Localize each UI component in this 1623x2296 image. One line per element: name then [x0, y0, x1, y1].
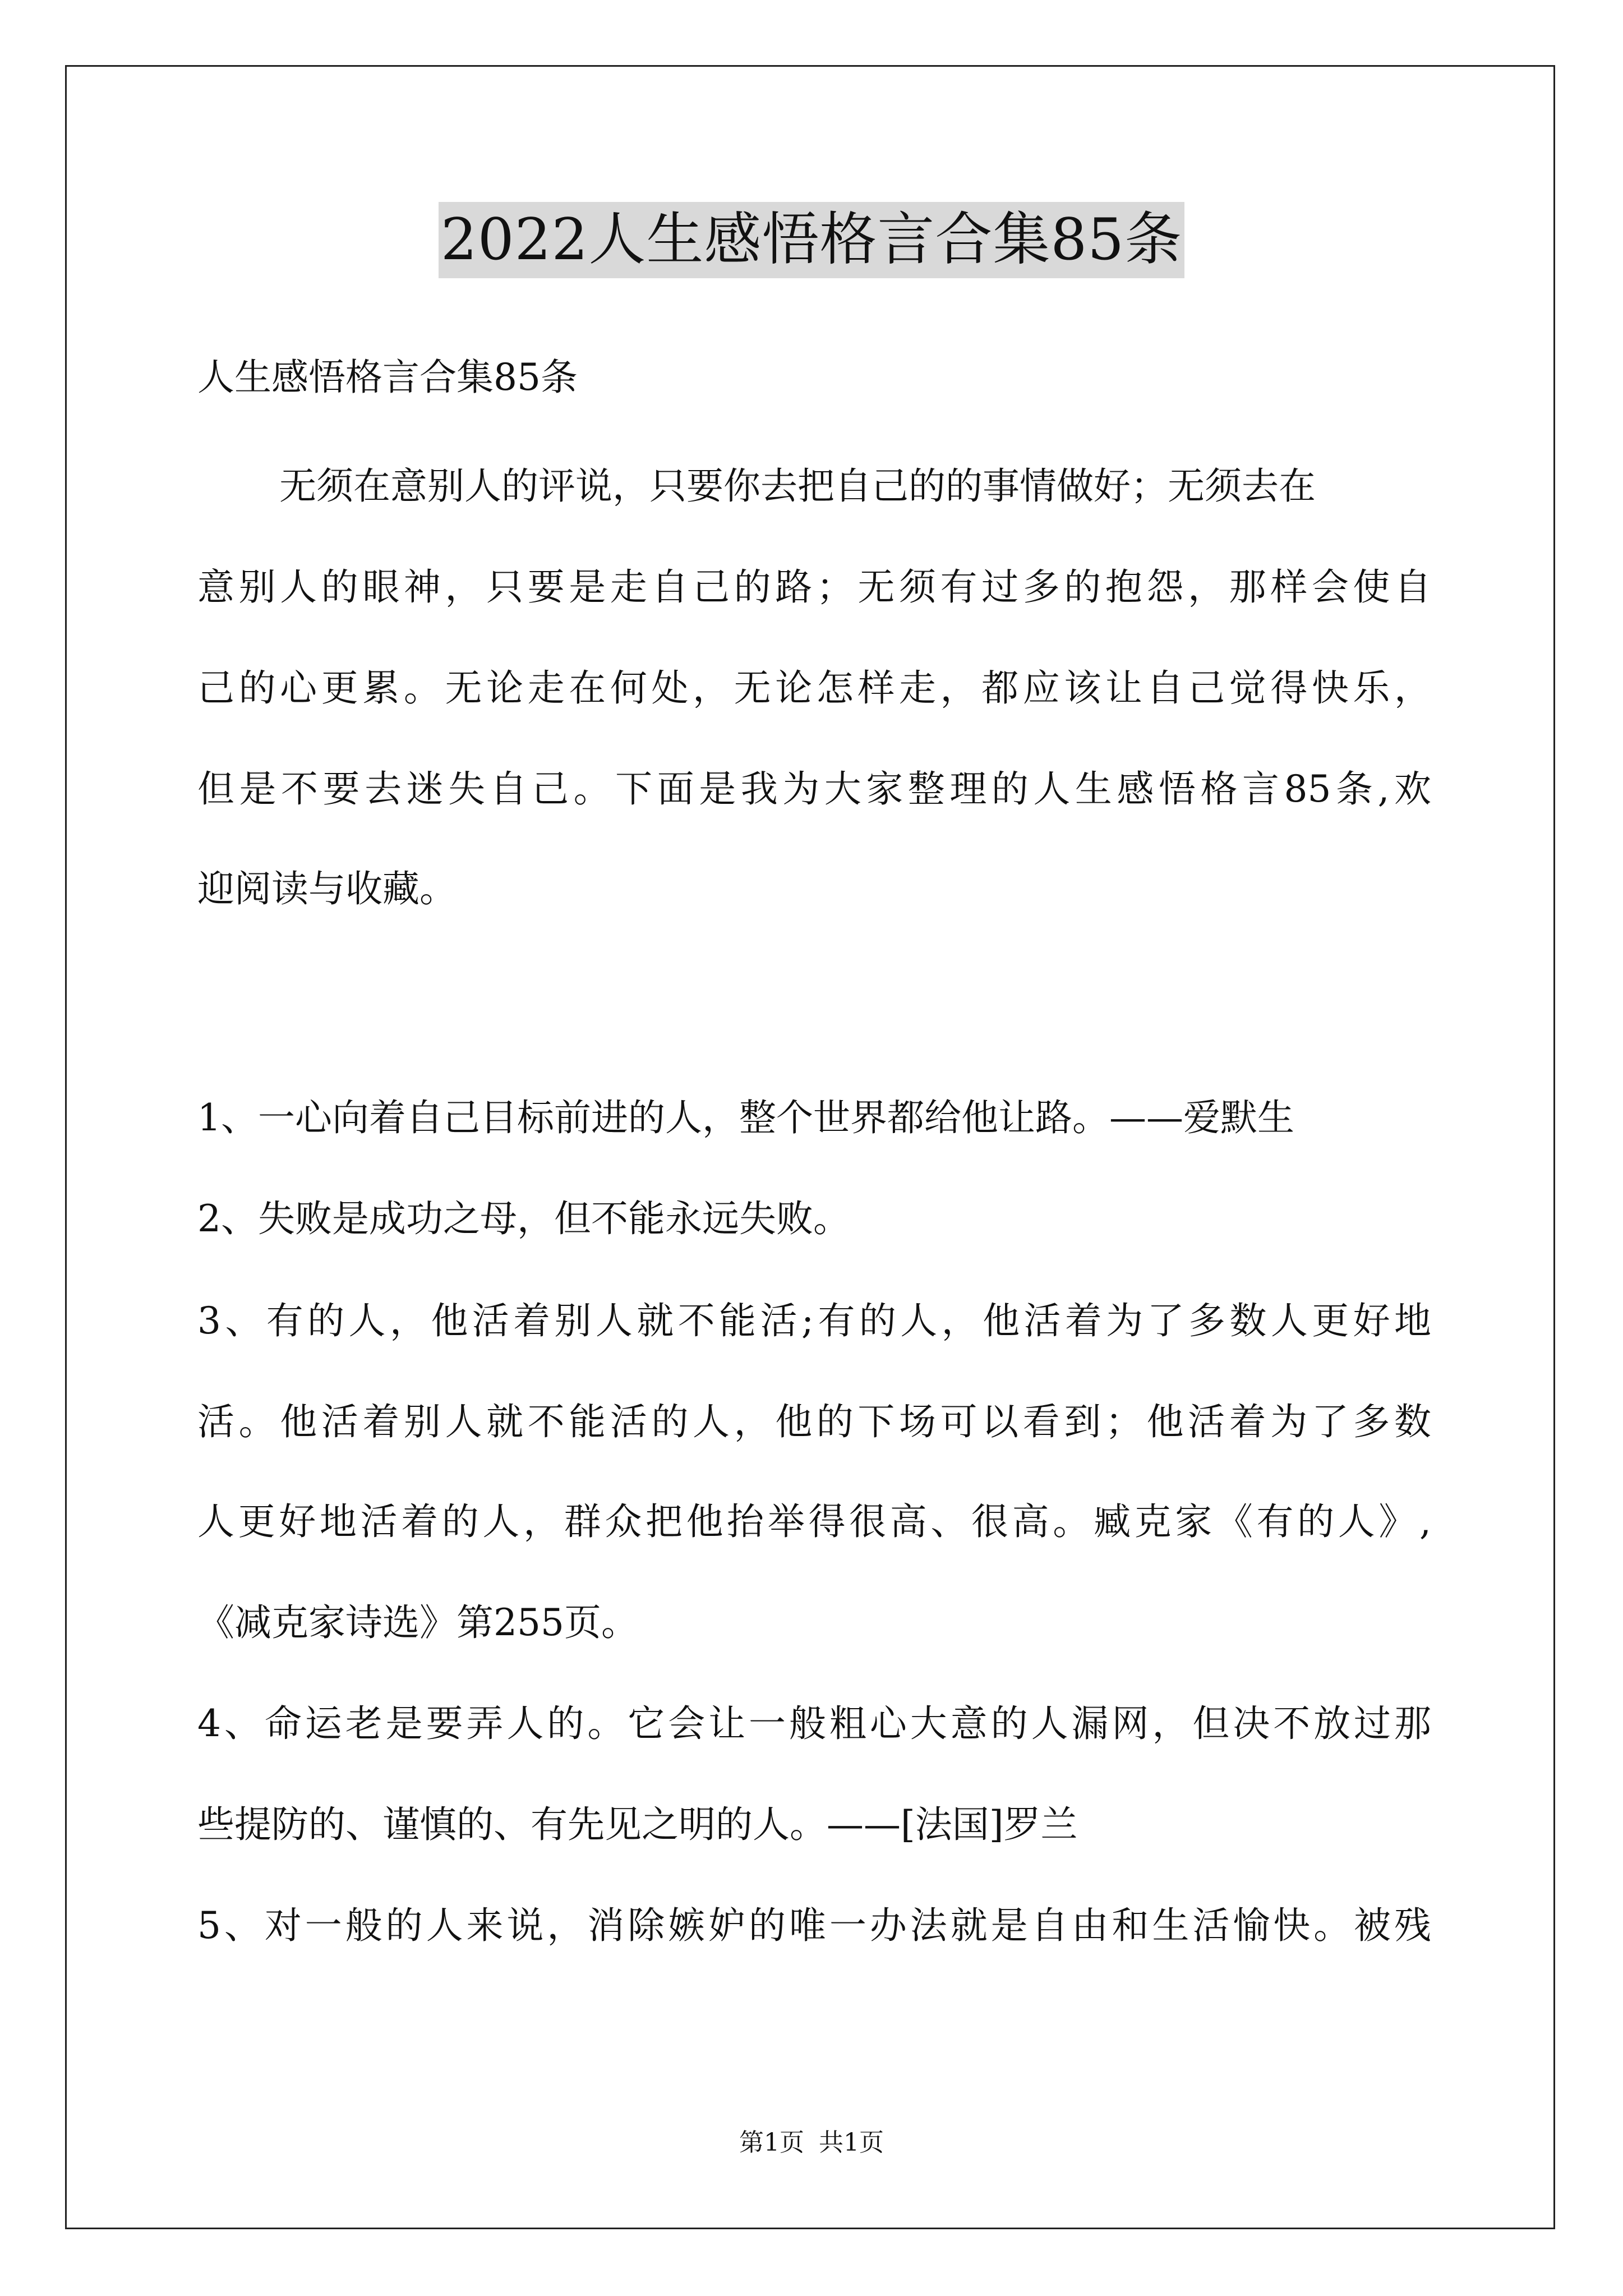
intro-line: 意别人的眼神，只要是走自己的路；无须有过多的抱怨，那样会使自 — [197, 565, 1431, 609]
quote-line: 4、命运老是要弄人的。它会让一般粗心大意的人漏网，但决不放过那 — [197, 1702, 1431, 1745]
intro-line: 无须在意别人的评说，只要你去把自己的的事情做好；无须去在 — [279, 464, 1316, 508]
intro-line: 己的心更累。无论走在何处，无论怎样走，都应该让自己觉得快乐， — [197, 666, 1431, 710]
subtitle-line: 人生感悟格言合集85条 — [197, 356, 578, 399]
quote-line: 1、一心向着自己目标前进的人，整个世界都给他让路。——爱默生 — [197, 1096, 1294, 1139]
quote-line: 3、有的人，他活着别人就不能活;有的人，他活着为了多数人更好地 — [197, 1299, 1431, 1342]
intro-line: 迎阅读与收藏。 — [197, 867, 457, 910]
quote-line: 些提防的、谨慎的、有先见之明的人。——[法国]罗兰 — [197, 1803, 1078, 1846]
page-total: 共1页 — [819, 2128, 884, 2157]
page-number: 第1页 — [739, 2128, 804, 2157]
quote-line: 2、失败是成功之母，但不能永远失败。 — [197, 1197, 850, 1240]
quote-line: 《减克家诗选》第255页。 — [197, 1601, 638, 1644]
page-footer — [0, 2126, 1623, 2160]
intro-line: 但是不要去迷失自己。下面是我为大家整理的人生感悟格言85条,欢 — [197, 767, 1431, 811]
quote-line: 活。他活着别人就不能活的人，他的下场可以看到；他活着为了多数 — [197, 1400, 1431, 1443]
title-container — [0, 202, 1623, 278]
quote-line: 人更好地活着的人，群众把他抬举得很高、很高。臧克家《有的人》, — [197, 1500, 1431, 1543]
document-title: 2022人生感悟格言合集85条 — [439, 202, 1184, 278]
quote-line: 5、对一般的人来说，消除嫉妒的唯一办法就是自由和生活愉快。被残 — [197, 1904, 1431, 1947]
